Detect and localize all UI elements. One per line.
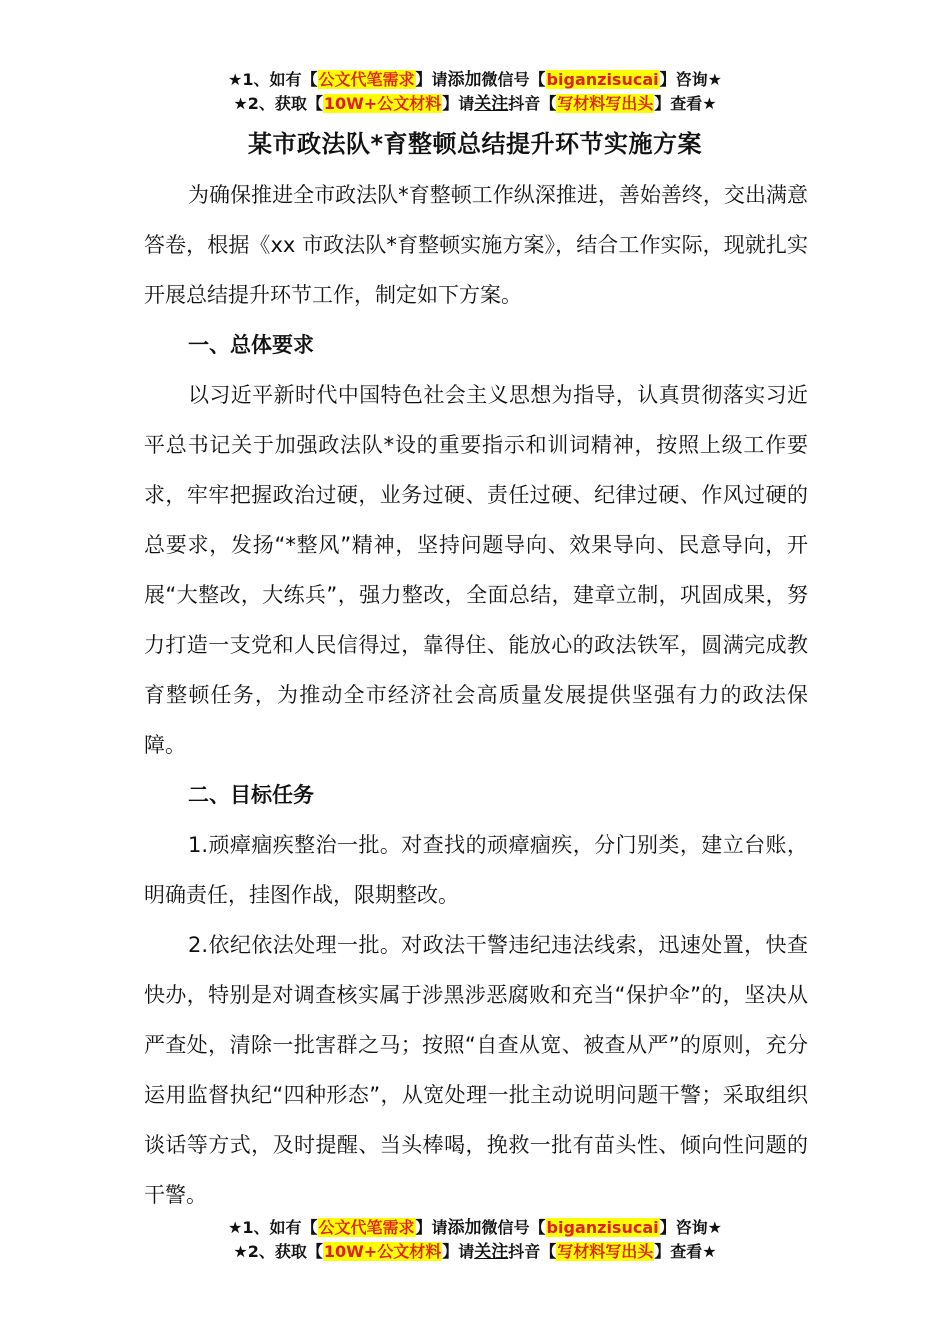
intro-paragraph: 为确保推进全市政法队*育整顿工作纵深推进，善始善终，交出满意答卷，根据《xx 市政法队*育整顿实施方案》，结合工作实际，现就扎实开展总结提升环节工作，制定如下方案。 — [144, 183, 808, 307]
promo-emphasis: 添加 — [447, 1218, 482, 1238]
promo-wechat-id: biganzisucai — [546, 1218, 659, 1237]
promo-text: 】查看★ — [654, 1242, 717, 1261]
task-item-2: 2.依纪依法处理一批。对政法干警违纪违法线索，迅速处置，快查快办，特别是对调查核实属于涉黑涉恶腐败和充当“保护伞”的，坚决从严查处，清除一批害群之马；按照“自查从宽、被查从严”的原则，充分运用监督执纪“四种形态”，从宽处理一批主动说明问题干警；采取组织谈话等方式，及时提醒、当头棒喝，挽救一批有苗头性、倾向性问题的干警。 — [144, 933, 808, 1207]
document-body — [144, 170, 808, 1220]
promo-line-2 — [0, 92, 950, 116]
promo-text: ★2、获取【 — [233, 94, 323, 113]
promo-highlight: 公文代笔需求 — [318, 70, 415, 89]
document-title: 某市政法队*育整顿总结提升环节实施方案 — [247, 130, 703, 158]
promo-highlight: 10W+公文材料 — [323, 94, 442, 113]
promo-text: 抖音【 — [508, 1242, 557, 1261]
promo-text: 】请 — [415, 1218, 448, 1237]
promo-line-1 — [0, 68, 950, 92]
promo-douyin-id: 写材料写出头 — [557, 1242, 654, 1261]
promo-text: 】咨询★ — [659, 1218, 722, 1237]
promo-emphasis: 关注 — [474, 94, 509, 114]
promo-text: 微信号【 — [481, 70, 546, 89]
promo-emphasis: 关注 — [474, 1242, 509, 1262]
promo-text: 】请 — [415, 70, 448, 89]
promo-highlight: 公文代笔需求 — [318, 1218, 415, 1237]
promo-text: ★2、获取【 — [233, 1242, 323, 1261]
promo-emphasis: 添加 — [447, 70, 482, 90]
promo-line-2 — [0, 1240, 950, 1264]
section-heading-2: 二、目标任务 — [188, 783, 314, 807]
promo-text: 微信号【 — [481, 1218, 546, 1237]
promo-text: 】请 — [442, 94, 475, 113]
promo-banner-top — [0, 68, 950, 116]
section-1-paragraph: 以习近平新时代中国特色社会主义思想为指导，认真贯彻落实习近平总书记关于加强政法队*设的重要指示和训词精神，按照上级工作要求，牢牢把握政治过硬，业务过硬、责任过硬、纪律过硬、作风过硬的总要求，发扬“*整风”精神，坚持问题导向、效果导向、民意导向，开展“大整改，大练兵”，强力整改，全面总结，建章立制，巩固成果，努力打造一支党和人民信得过，靠得住、能放心的政法铁军，圆满完成教育整顿任务，为推动全市经济社会高质量发展提供坚强有力的政法保障。 — [144, 383, 808, 757]
promo-highlight: 10W+公文材料 — [323, 1242, 442, 1261]
promo-text: 】咨询★ — [659, 70, 722, 89]
promo-text: 】请 — [442, 1242, 475, 1261]
promo-line-1 — [0, 1216, 950, 1240]
promo-wechat-id: biganzisucai — [546, 70, 659, 89]
promo-douyin-id: 写材料写出头 — [557, 94, 654, 113]
task-item-1: 1.顽瘴痼疾整治一批。对查找的顽瘴痼疾，分门别类，建立台账，明确责任，挂图作战，限期整改。 — [144, 833, 808, 907]
promo-text: ★1、如有【 — [228, 1218, 318, 1237]
section-heading-1: 一、总体要求 — [188, 333, 314, 357]
promo-text: 】查看★ — [654, 94, 717, 113]
promo-text: ★1、如有【 — [228, 70, 318, 89]
promo-text: 抖音【 — [508, 94, 557, 113]
promo-banner-bottom — [0, 1216, 950, 1264]
